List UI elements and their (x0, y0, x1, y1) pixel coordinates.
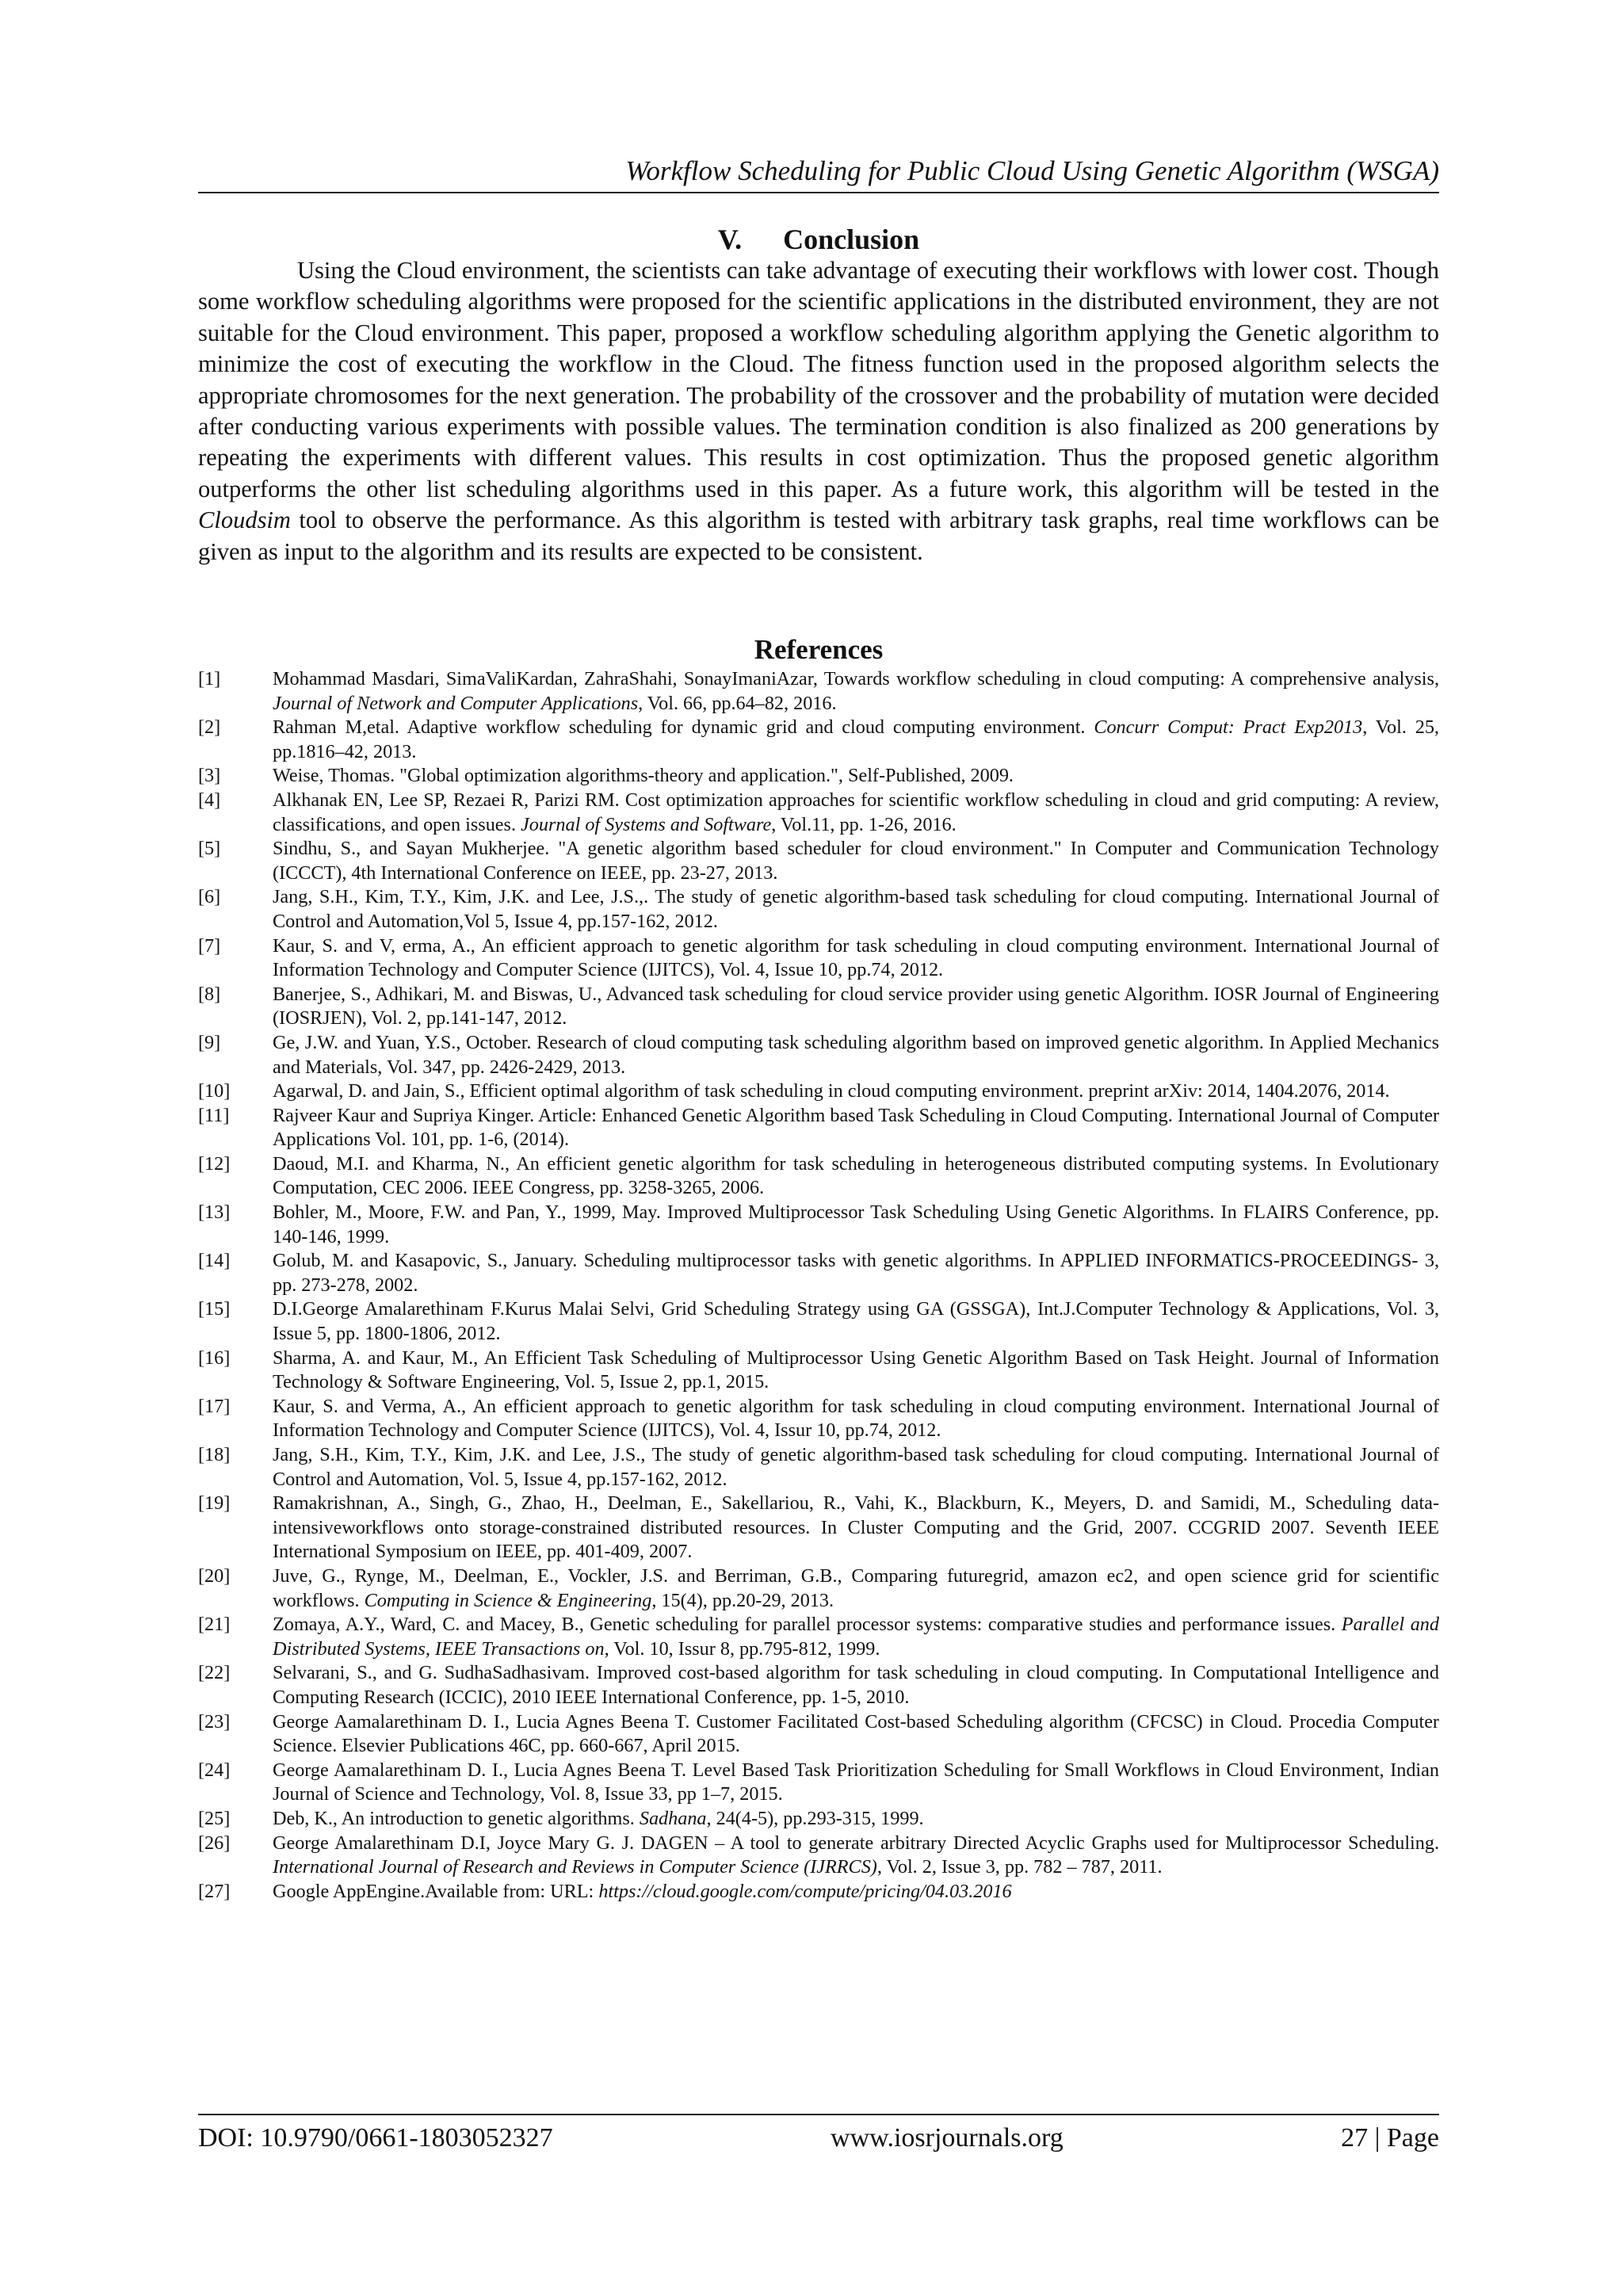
reference-text (273, 1395, 1439, 1443)
reference-number: [10] (198, 1080, 231, 1102)
reference-item (198, 1880, 1439, 1904)
reference-text (273, 1152, 1439, 1201)
reference-source: Concurr Comput: Pract Exp2013 (1094, 716, 1363, 739)
footer-doi: DOI: 10.9790/0661-1803052327 (198, 2123, 553, 2153)
reference-text (273, 1564, 1439, 1613)
conclusion-text-2: tool to observe the performance. As this algorithm is tested with arbitrary task graphs, real time workflows can be given as input to the algorithm and its results are expected to be consistent. (198, 506, 1439, 565)
reference-text (273, 1880, 1439, 1904)
section-heading (198, 220, 1439, 258)
reference-text (273, 716, 1439, 764)
reference-number: [26] (198, 1832, 231, 1854)
reference-item (198, 716, 1439, 764)
reference-item (198, 1492, 1439, 1564)
reference-text (273, 1031, 1439, 1079)
reference-text-part: Ge, J.W. and Yuan, Y.S., October. Research of cloud computing task scheduling algorithm based on improved genetic algorithm. In Applied Mechanics and Materials, Vol. 347, pp. 2426-2429, 2013. (273, 1031, 1439, 1078)
reference-number: [3] (198, 765, 221, 787)
reference-text (273, 1104, 1439, 1152)
reference-text (273, 1201, 1439, 1249)
reference-number: [4] (198, 789, 221, 811)
reference-text (273, 667, 1439, 716)
reference-text-part: Selvarani, S., and G. SudhaSadhasivam. Improved cost-based algorithm for task scheduling in cloud computing. In Computational Intelligence and Computing Research (ICCIC), 2010 IEEE International Conference, pp. 1-5, 2010. (273, 1662, 1439, 1708)
reference-item (198, 1104, 1439, 1152)
reference-text (273, 1249, 1439, 1297)
reference-item (198, 1031, 1439, 1079)
reference-source: International Journal of Research and Reviews in Computer Science (IJRRCS) (273, 1856, 877, 1878)
reference-text (273, 1807, 1439, 1832)
reference-number: [2] (198, 716, 221, 739)
reference-text-part: Rahman M,etal. Adaptive workflow scheduling for dynamic grid and cloud computing environment. (273, 716, 1094, 739)
reference-text-part: , Vol. 66, pp.64–82, 2016. (638, 692, 837, 714)
reference-text-part: Weise, Thomas. "Global optimization algorithms-theory and application.", Self-Published, 2009. (273, 765, 1014, 787)
reference-text (273, 789, 1439, 837)
reference-text (273, 1347, 1439, 1395)
reference-number: [23] (198, 1710, 231, 1733)
reference-text-part: Kaur, S. and Verma, A., An efficient approach to genetic algorithm for task scheduling in cloud computing environment. International Journal of Information Technology and Computer Science (IJITCS), Vol. 4, Issur 10, pp.74, 2012. (273, 1395, 1439, 1442)
reference-text-part: , 24(4-5), pp.293-315, 1999. (706, 1807, 924, 1829)
reference-text (273, 885, 1439, 934)
reference-text-part: George Aamalarethinam D. I., Lucia Agnes Beena T. Level Based Task Prioritization Scheduling for Small Workflows in Cloud Environment, Indian Journal of Science and Technology, Vol. 8, Issue 33, pp 1–7, 2015. (273, 1759, 1439, 1805)
reference-item (198, 1807, 1439, 1832)
reference-text-part: , Vol. 25, pp.1816–42, 2013. (273, 716, 1439, 762)
reference-number: [17] (198, 1395, 231, 1417)
section-number: V. (717, 223, 743, 255)
reference-item (198, 789, 1439, 837)
reference-text-part: Daoud, M.I. and Kharma, N., An efficient genetic algorithm for task scheduling in heterogeneous distributed computing systems. In Evolutionary Computation, CEC 2006. IEEE Congress, pp. 3258-3265, 2006. (273, 1152, 1439, 1199)
reference-number: [15] (198, 1298, 231, 1320)
reference-text (273, 934, 1439, 983)
reference-number: [13] (198, 1201, 231, 1224)
reference-item (198, 1564, 1439, 1613)
reference-source: Sadhana (639, 1807, 707, 1829)
reference-item (198, 837, 1439, 885)
reference-text-part: Sharma, A. and Kaur, M., An Efficient Task Scheduling of Multiprocessor Using Genetic Algorithm Based on Task Height. Journal of Information Technology & Software Engineering, Vol. 5, Issue 2, pp.1, 2015. (273, 1347, 1439, 1393)
reference-text (273, 1710, 1439, 1759)
reference-text-part: , Vol. 2, Issue 3, pp. 782 – 787, 2011. (876, 1856, 1163, 1878)
conclusion-text-1: Using the Cloud environment, the scientists can take advantage of executing their workflows with lower cost. Though some workflow scheduling algorithms were proposed for the scientific applications in the distributed environment, they are not suitable for the Cloud environment. This paper, proposed a workflow scheduling algorithm applying the Genetic algorithm to minimize the cost of executing the workflow in the Cloud. The fitness function used in the proposed algorithm selects the appropriate chromosomes for the next generation. The probability of the crossover and the probability of mutation were decided after conducting various experiments with possible values. The termination condition is also finalized as 200 generations by repeating the experiments with different values. This results in cost optimization. Thus the proposed genetic algorithm outperforms the other list scheduling algorithms used in this paper. As a future work, this algorithm will be tested in the (198, 257, 1439, 502)
reference-number: [9] (198, 1031, 221, 1053)
reference-number: [5] (198, 838, 221, 860)
reference-text (273, 1443, 1439, 1492)
reference-number: [21] (198, 1614, 231, 1636)
reference-number: [24] (198, 1759, 231, 1781)
reference-number: [16] (198, 1347, 231, 1369)
reference-text-part: Jang, S.H., Kim, T.Y., Kim, J.K. and Lee, J.S.,. The study of genetic algorithm-based task scheduling for cloud computing. International Journal of Control and Automation,Vol 5, Issue 4, pp.157-162, 2012. (273, 886, 1439, 932)
reference-text-part: Agarwal, D. and Jain, S., Efficient optimal algorithm of task scheduling in cloud computing environment. preprint arXiv: 2014, 1404.2076, 2014. (273, 1080, 1390, 1102)
reference-number: [8] (198, 983, 221, 1005)
reference-text-part: Zomaya, A.Y., Ward, C. and Macey, B., Genetic scheduling for parallel processor systems: comparative studies and performance issues. (273, 1614, 1342, 1636)
reference-source: Journal of Systems and Software (521, 813, 772, 835)
reference-item (198, 1710, 1439, 1759)
reference-item (198, 1395, 1439, 1443)
footer-page-number: 27 | Page (1341, 2123, 1439, 2153)
reference-text-part: , Vol.11, pp. 1-26, 2016. (771, 813, 957, 835)
reference-item (198, 1297, 1439, 1346)
reference-item (198, 1759, 1439, 1807)
reference-number: [20] (198, 1564, 231, 1587)
reference-text-part: Kaur, S. and V, erma, A., An efficient approach to genetic algorithm for task scheduling in cloud computing environment. International Journal of Information Technology and Computer Science (IJITCS), Vol. 4, Issue 10, pp.74, 2012. (273, 934, 1439, 981)
reference-source: Parallel and Distributed Systems, IEEE Transactions on (273, 1614, 1439, 1660)
reference-item (198, 1201, 1439, 1249)
reference-item (198, 1613, 1439, 1661)
reference-source: Journal of Network and Computer Applications (273, 692, 639, 714)
reference-item (198, 1832, 1439, 1880)
reference-number: [19] (198, 1492, 231, 1515)
reference-text-part: Google AppEngine.Available from: URL: (273, 1880, 599, 1902)
reference-text-part: Juve, G., Rynge, M., Deelman, E., Vockler, J.S. and Berriman, G.B., Comparing futuregrid, amazon ec2, and open science grid for scientific workflows. (273, 1564, 1439, 1611)
reference-number: [12] (198, 1152, 231, 1175)
reference-item (198, 764, 1439, 789)
reference-text-part: Golub, M. and Kasapovic, S., January. Scheduling multiprocessor tasks with genetic algorithms. In APPLIED INFORMATICS-PROCEEDINGS- 3, pp. 273-278, 2002. (273, 1250, 1439, 1296)
reference-text-part: D.I.George Amalarethinam F.Kurus Malai Selvi, Grid Scheduling Strategy using GA (GSSGA), Int.J.Computer Technology & Applications, Vol. 3, Issue 5, pp. 1800-1806, 2012. (273, 1298, 1439, 1345)
reference-number: [22] (198, 1662, 231, 1684)
reference-item (198, 1152, 1439, 1201)
reference-number: [6] (198, 886, 221, 908)
reference-item (198, 885, 1439, 934)
reference-text-part: George Amalarethinam D.I, Joyce Mary G. J. DAGEN – A tool to generate arbitrary Directed Acyclic Graphs used for Multiprocessor Scheduling. (273, 1832, 1439, 1854)
reference-item (198, 983, 1439, 1031)
reference-item (198, 1443, 1439, 1492)
reference-text-part: Sindhu, S., and Sayan Mukherjee. "A genetic algorithm based scheduler for cloud environment." In Computer and Communication Technology (ICCCT), 4th International Conference on IEEE, pp. 23-27, 2013. (273, 838, 1439, 884)
reference-text-part: Rajveer Kaur and Supriya Kinger. Article: Enhanced Genetic Algorithm based Task Scheduling in Cloud Computing. International Journal of Computer Applications Vol. 101, pp. 1-6, (2014). (273, 1104, 1439, 1151)
reference-text (273, 1832, 1439, 1880)
references-heading: References (754, 634, 884, 665)
reference-text-part: Alkhanak EN, Lee SP, Rezaei R, Parizi RM. Cost optimization approaches for scientific workflow scheduling in cloud and grid computing: A review, classifications, and open issues. (273, 789, 1439, 835)
conclusion-emphasis: Cloudsim (198, 506, 291, 534)
reference-text (273, 837, 1439, 885)
reference-text (273, 1613, 1439, 1661)
running-header: Workflow Scheduling for Public Cloud Using Genetic Algorithm (WSGA) (198, 151, 1439, 193)
reference-number: [18] (198, 1444, 231, 1465)
reference-text-part: , 15(4), pp.20-29, 2013. (651, 1589, 834, 1611)
reference-text-part: Jang, S.H., Kim, T.Y., Kim, J.K. and Lee, J.S., The study of genetic algorithm-based task scheduling for cloud computing. International Journal of Control and Automation, Vol. 5, Issue 4, pp.157-162, 2012. (273, 1444, 1439, 1490)
reference-item (198, 667, 1439, 716)
reference-text-part: Deb, K., An introduction to genetic algorithms. (273, 1807, 640, 1829)
reference-number: [27] (198, 1880, 231, 1902)
reference-text (273, 1759, 1439, 1807)
reference-item (198, 1347, 1439, 1395)
conclusion-paragraph (198, 255, 1439, 567)
reference-text-part: , Vol. 10, Issur 8, pp.795-812, 1999. (604, 1637, 880, 1660)
reference-number: [1] (198, 668, 221, 690)
reference-source: Computing in Science & Engineering (364, 1589, 652, 1611)
footer-website: www.iosrjournals.org (831, 2123, 1064, 2153)
reference-text (273, 983, 1439, 1031)
reference-text-part: Mohammad Masdari, SimaValiKardan, ZahraShahi, SonayImaniAzar, Towards workflow scheduling in cloud computing: A comprehensive analysis, (273, 668, 1439, 690)
reference-text-part: George Aamalarethinam D. I., Lucia Agnes Beena T. Customer Facilitated Cost-based Scheduling algorithm (CFCSC) in Cloud. Procedia Computer Science. Elsevier Publications 46C, pp. 660-667, April 2015. (273, 1710, 1439, 1757)
reference-number: [7] (198, 934, 221, 957)
section-title: Conclusion (783, 223, 920, 255)
reference-text (273, 1297, 1439, 1346)
reference-item (198, 1079, 1439, 1104)
reference-item (198, 1661, 1439, 1710)
reference-number: [14] (198, 1250, 231, 1272)
reference-text-part: Ramakrishnan, A., Singh, G., Zhao, H., Deelman, E., Sakellariou, R., Vahi, K., Blackburn, K., Meyers, D. and Samidi, M., Scheduling data-intensiveworkflows onto storage-constrained distributed resources. In Cluster Computing and the Grid, 2007. CCGRID 2007. Seventh IEEE International Symposium on IEEE, pp. 401-409, 2007. (273, 1492, 1439, 1563)
reference-text (273, 764, 1439, 789)
reference-text (273, 1492, 1439, 1564)
reference-number: [11] (198, 1104, 230, 1126)
reference-item (198, 934, 1439, 983)
reference-text (273, 1079, 1439, 1104)
reference-list (198, 667, 1439, 1904)
page-footer (198, 2114, 1439, 2161)
reference-text-part: Bohler, M., Moore, F.W. and Pan, Y., 1999, May. Improved Multiprocessor Task Scheduling Using Genetic Algorithms. In FLAIRS Conference, pp. 140-146, 1999. (273, 1201, 1439, 1247)
reference-source: https://cloud.google.com/compute/pricing/04.03.2016 (598, 1880, 1012, 1902)
reference-number: [25] (198, 1807, 231, 1829)
reference-item (198, 1249, 1439, 1297)
reference-text (273, 1661, 1439, 1710)
reference-text-part: Banerjee, S., Adhikari, M. and Biswas, U., Advanced task scheduling for cloud service provider using genetic Algorithm. IOSR Journal of Engineering (IOSRJEN), Vol. 2, pp.141-147, 2012. (273, 983, 1439, 1030)
